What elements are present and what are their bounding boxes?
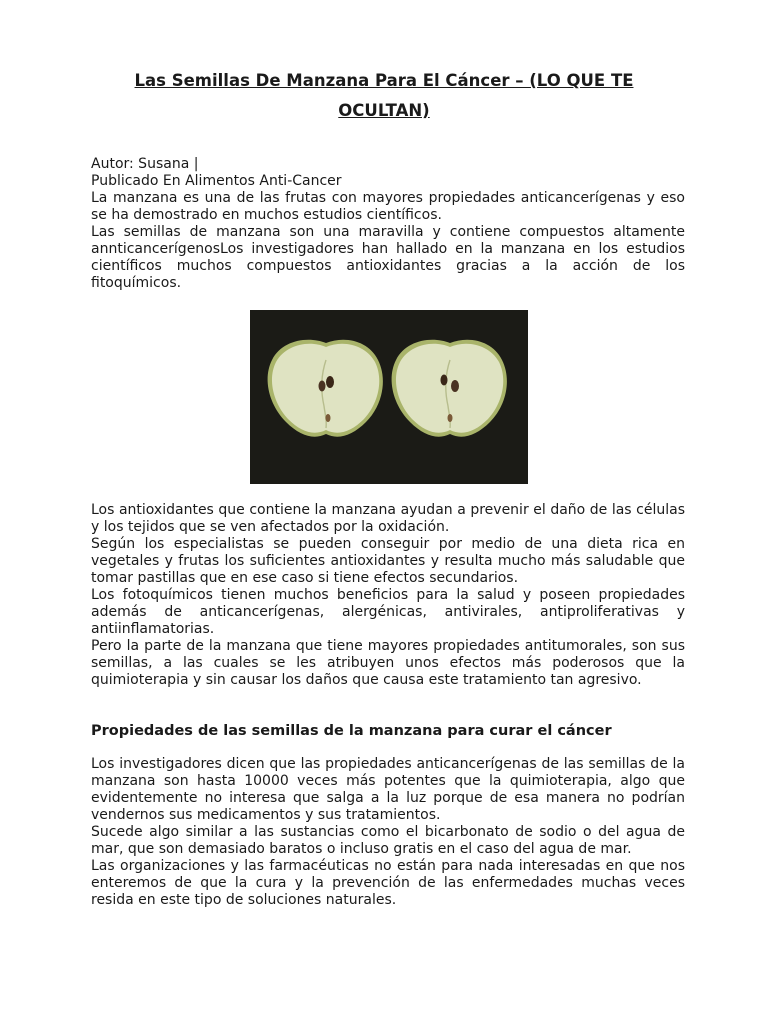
paragraph: Según los especialistas se pueden conseguir por medio de una dieta rica en vegetales y frutas los suficientes antioxidantes y resulta mucho más saludable que tomar pastillas que en ese caso si tiene efectos secundarios. xyxy=(91,536,685,586)
antioxidants-section xyxy=(91,502,685,689)
apple-halves-photo xyxy=(250,310,528,484)
paragraph: Las semillas de manzana son una maravilla y contiene compuestos altamente annticancerígenosLos investigadores han hallado en la manzana en los estudios científicos muchos compuestos antioxidantes gracias a la acción de los fitoquímicos. xyxy=(91,224,685,291)
apple-halves-illustration xyxy=(250,310,528,484)
document-title: Las Semillas De Manzana Para El Cáncer – (LO QUE TE OCULTAN) xyxy=(134,71,634,120)
paragraph: Los antioxidantes que contiene la manzana ayudan a prevenir el daño de las células y los tejidos que se ven afectados por la oxidación. xyxy=(91,502,685,535)
paragraph: Sucede algo similar a las sustancias como el bicarbonato de sodio o del agua de mar, que son demasiado baratos o incluso gratis en el caso del agua de mar. xyxy=(91,824,685,857)
article-meta xyxy=(91,156,685,190)
author-line: Autor: Susana | xyxy=(91,156,199,172)
intro-section xyxy=(91,190,685,292)
section-heading: Propiedades de las semillas de la manzana para curar el cáncer xyxy=(91,723,612,739)
paragraph: Pero la parte de la manzana que tiene mayores propiedades antitumorales, son sus semillas, a las cuales se les atribuyen unos efectos más poderosos que la quimioterapia y sin causar los daños que causa este tratamiento tan agresivo. xyxy=(91,638,685,688)
paragraph: La manzana es una de las frutas con mayores propiedades anticancerígenas y eso se ha demostrado en muchos estudios científicos. xyxy=(91,190,685,223)
paragraph: Los fotoquímicos tienen muchos beneficios para la salud y poseen propiedades además de anticancerígenas, alergénicas, antivirales, antiproliferativas y antiinflamatorias. xyxy=(91,587,685,637)
paragraph: Los investigadores dicen que las propiedades anticancerígenas de las semillas de la manzana son hasta 10000 veces más potentes que la quimioterapia, algo que evidentemente no interesa que salga a la luz porque de esa manera no podrían vendernos sus medicamentos y sus tratamientos. xyxy=(91,756,685,823)
properties-section xyxy=(91,756,685,909)
paragraph: Las organizaciones y las farmacéuticas no están para nada interesadas en que nos enteremos de que la cura y la prevención de las enfermedades muchas veces resida en este tipo de soluciones naturales. xyxy=(91,858,685,908)
published-line: Publicado En Alimentos Anti-Cancer xyxy=(91,173,342,189)
